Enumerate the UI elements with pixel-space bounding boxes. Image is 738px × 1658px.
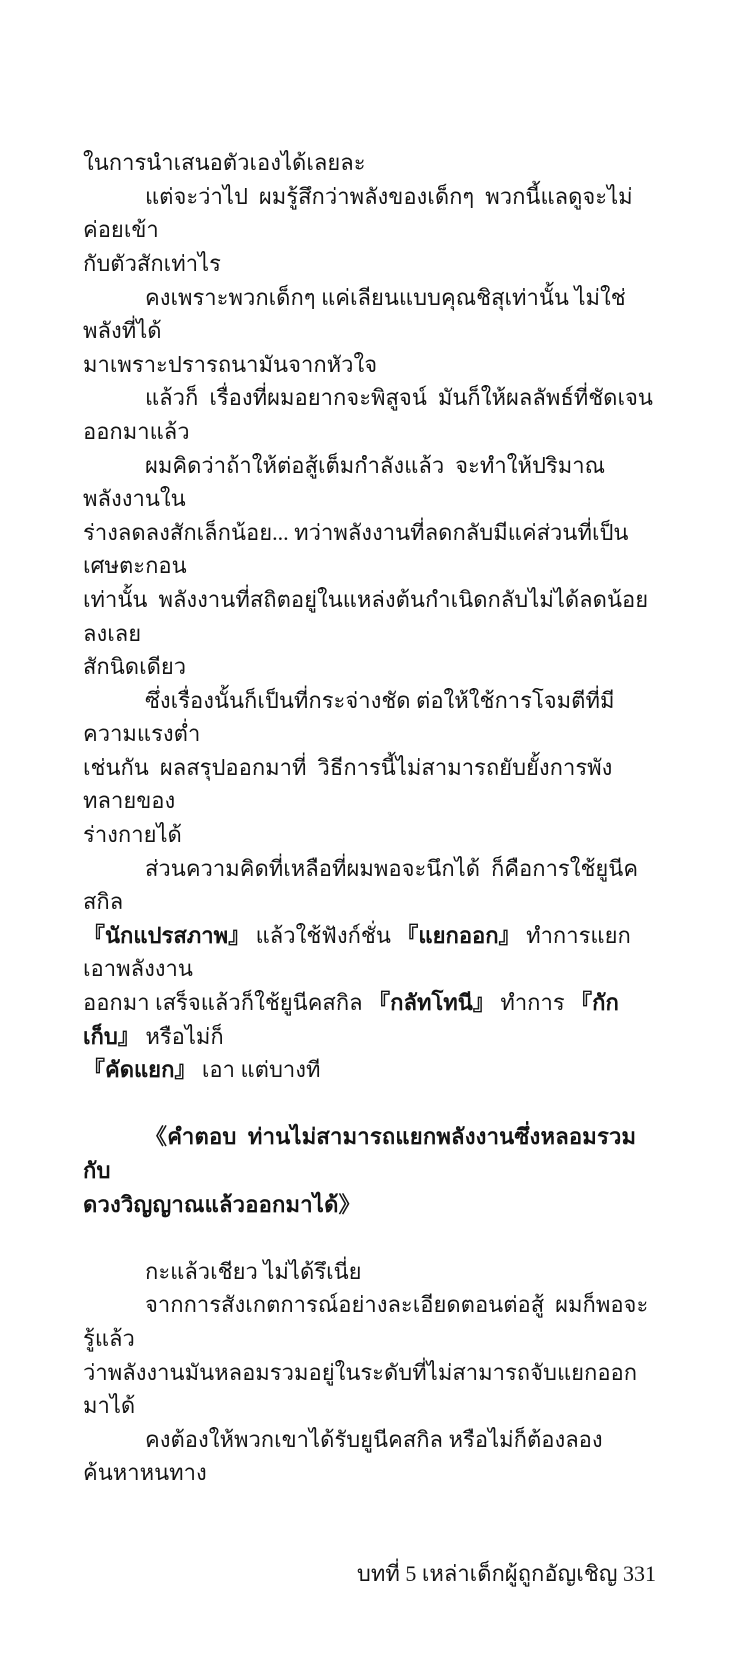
text-line xyxy=(83,247,656,281)
text-line xyxy=(83,986,656,1053)
text-segment: ทำการแยกเอาพลังงาน xyxy=(83,922,631,982)
text-line xyxy=(83,1288,656,1355)
text-line xyxy=(83,852,656,919)
body-lines xyxy=(83,146,656,1490)
skill-name-bracketed: 『คัดแยก』 xyxy=(83,1057,197,1083)
text-line xyxy=(83,1053,656,1087)
text-segment: ร่างลดลงสักเล็กน้อย... ทว่าพลังงานที่ลดกลับมีแค่ส่วนที่เป็นเศษตะกอน xyxy=(83,519,629,579)
text-segment: ผมคิดว่าถ้าให้ต่อสู้เต็มกำลังแล้ว จะทำให้ปริมาณพลังงานใน xyxy=(83,452,606,512)
text-segment: ดวงวิญญาณแล้วออกมาได้》 xyxy=(83,1191,361,1217)
text-segment: ทำการ xyxy=(494,990,571,1016)
text-segment: แต่จะว่าไป ผมรู้สึกว่าพลังของเด็กๆ พวกนี้แลดูจะไม่ค่อยเข้า xyxy=(83,183,633,243)
text-segment: ว่าพลังงานมันหลอมรวมอยู่ในระดับที่ไม่สามารถจับแยกออกมาได้ xyxy=(83,1359,638,1419)
text-segment: คงเพราะพวกเด็กๆ แค่เลียนแบบคุณชิสุเท่านั้น ไม่ใช่พลังที่ได้ xyxy=(83,284,626,344)
text-line xyxy=(83,146,656,180)
text-line xyxy=(83,1423,656,1490)
text-segment: กะแล้วเชียว ไม่ได้รึเนี่ย xyxy=(145,1258,362,1284)
text-segment: สักนิดเดียว xyxy=(83,654,187,680)
text-line xyxy=(83,516,656,583)
blank-line xyxy=(83,1221,656,1255)
text-segment: ออกมา เสร็จแล้วก็ใช้ยูนีคสกิล xyxy=(83,990,369,1016)
skill-name-bracketed: 『กลัทโทนี』 xyxy=(368,990,495,1016)
text-segment: แล้วก็ เรื่องที่ผมอยากจะพิสูจน์ มันก็ให้ผลลัพธ์ที่ชัดเจน xyxy=(145,385,653,411)
text-line xyxy=(83,684,656,751)
text-segment: เท่านั้น พลังงานที่สถิตอยู่ในแหล่งต้นกำเนิดกลับไม่ได้ลดน้อยลงเลย xyxy=(83,586,649,646)
text-segment: คงต้องให้พวกเขาได้รับยูนีคสกิล หรือไม่ก็ต้องลองค้นหาหนทาง xyxy=(83,1426,603,1486)
text-line xyxy=(83,1255,656,1289)
text-line xyxy=(83,348,656,382)
text-segment: ออกมาแล้ว xyxy=(83,418,190,444)
blank-line xyxy=(83,1087,656,1121)
text-line xyxy=(83,1120,656,1187)
text-line xyxy=(83,751,656,818)
text-segment: เช่นกัน ผลสรุปออกมาที่ วิธีการนี้ไม่สามารถยับยั้งการพังทลายของ xyxy=(83,754,613,814)
text-line xyxy=(83,919,656,986)
text-line xyxy=(83,818,656,852)
text-segment: กับตัวสักเท่าไร xyxy=(83,250,221,276)
text-segment: ร่างกายได้ xyxy=(83,822,182,848)
text-segment: หรือไม่ก็ xyxy=(139,1023,224,1049)
text-segment: มาเพราะปรารถนามันจากหัวใจ xyxy=(83,351,378,377)
text-segment: แล้วใช้ฟังก์ชั่น xyxy=(250,922,397,948)
text-line xyxy=(83,650,656,684)
page-footer: บทที่ 5 เหล่าเด็กผู้ถูกอัญเชิญ 331 xyxy=(356,1561,656,1587)
text-line xyxy=(83,415,656,449)
text-line xyxy=(83,381,656,415)
text-line xyxy=(83,583,656,650)
skill-name-bracketed: 『กักเก็บ』 xyxy=(83,990,619,1049)
skill-name-bracketed: 『นักแปรสภาพ』 xyxy=(83,922,251,948)
text-segment: 《คำตอบ ท่านไม่สามารถแยกพลังงานซึ่งหลอมรวมกับ xyxy=(83,1124,637,1183)
text-line xyxy=(83,281,656,348)
text-line xyxy=(83,1356,656,1423)
text-line xyxy=(83,449,656,516)
page-text xyxy=(83,79,656,1658)
text-line xyxy=(83,180,656,247)
text-segment: ซึ่งเรื่องนั้นก็เป็นที่กระจ่างชัด ต่อให้ใช้การโจมตีที่มีความแรงต่ำ xyxy=(83,687,615,747)
text-segment: ส่วนความคิดที่เหลือที่ผมพอจะนึกได้ ก็คือการใช้ยูนีคสกิล xyxy=(83,855,639,915)
text-line xyxy=(83,1188,656,1222)
text-segment: เอา แต่บางที xyxy=(196,1057,321,1083)
text-segment: จากการสังเกตการณ์อย่างละเอียดตอนต่อสู้ ผมก็พอจะรู้แล้ว xyxy=(83,1292,649,1351)
text-segment: ในการนำเสนอตัวเองได้เลยละ xyxy=(83,150,366,176)
skill-name-bracketed: 『แยกออก』 xyxy=(396,922,521,948)
